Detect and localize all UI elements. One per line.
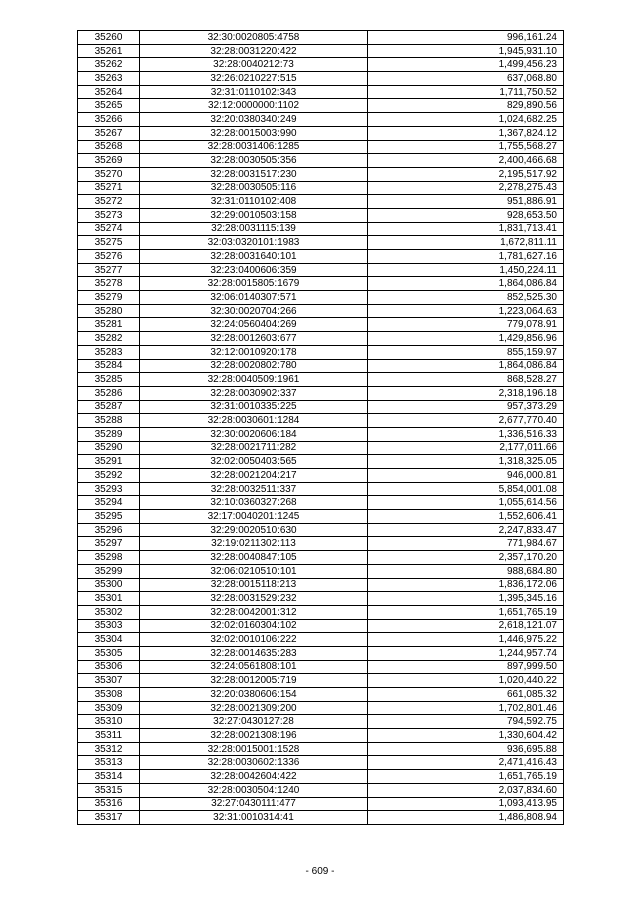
amount-cell: 1,781,627.16 <box>368 250 564 264</box>
amount-cell: 2,177,011.66 <box>368 441 564 455</box>
table-row <box>78 99 564 113</box>
record-number-cell: 35284 <box>78 359 140 373</box>
record-number-cell: 35266 <box>78 113 140 127</box>
record-number-cell: 35271 <box>78 181 140 195</box>
cadastral-number-cell: 32:20:0380606:154 <box>140 688 368 702</box>
table-row <box>78 811 564 825</box>
amount-cell: 1,020,440.22 <box>368 674 564 688</box>
cadastral-number-cell: 32:06:0210510:101 <box>140 564 368 578</box>
amount-cell: 852,525.30 <box>368 291 564 305</box>
cadastral-number-cell: 32:28:0021711:282 <box>140 441 368 455</box>
amount-cell: 1,864,086.84 <box>368 277 564 291</box>
amount-cell: 1,330,604.42 <box>368 729 564 743</box>
amount-cell: 897,999.50 <box>368 660 564 674</box>
amount-cell: 5,854,001.08 <box>368 482 564 496</box>
amount-cell: 2,471,416.43 <box>368 756 564 770</box>
cadastral-number-cell: 32:31:0110102:408 <box>140 195 368 209</box>
cadastral-number-cell: 32:28:0031115:139 <box>140 222 368 236</box>
cadastral-number-cell: 32:20:0380340:249 <box>140 113 368 127</box>
record-number-cell: 35305 <box>78 646 140 660</box>
cadastral-number-cell: 32:28:0042604:422 <box>140 770 368 784</box>
cadastral-number-cell: 32:28:0015001:1528 <box>140 742 368 756</box>
table-row <box>78 31 564 45</box>
amount-cell: 1,024,682.25 <box>368 113 564 127</box>
table-row <box>78 688 564 702</box>
amount-cell: 936,695.88 <box>368 742 564 756</box>
record-number-cell: 35280 <box>78 304 140 318</box>
amount-cell: 2,278,275.43 <box>368 181 564 195</box>
cadastral-number-cell: 32:28:0031517:230 <box>140 167 368 181</box>
table-row <box>78 386 564 400</box>
record-number-cell: 35303 <box>78 619 140 633</box>
cadastral-number-cell: 32:28:0032511:337 <box>140 482 368 496</box>
page-number: - 609 - <box>305 866 335 877</box>
cadastral-number-cell: 32:28:0030902:337 <box>140 386 368 400</box>
cadastral-number-cell: 32:24:0561808:101 <box>140 660 368 674</box>
amount-cell: 1,223,064.63 <box>368 304 564 318</box>
record-number-cell: 35298 <box>78 551 140 565</box>
amount-cell: 661,085.32 <box>368 688 564 702</box>
amount-cell: 1,864,086.84 <box>368 359 564 373</box>
amount-cell: 1,651,765.19 <box>368 770 564 784</box>
record-number-cell: 35297 <box>78 537 140 551</box>
record-number-cell: 35279 <box>78 291 140 305</box>
cadastral-number-cell: 32:28:0020802:780 <box>140 359 368 373</box>
table-row <box>78 619 564 633</box>
table-row <box>78 564 564 578</box>
record-number-cell: 35292 <box>78 469 140 483</box>
amount-cell: 946,000.81 <box>368 469 564 483</box>
amount-cell: 1,711,750.52 <box>368 85 564 99</box>
table-row <box>78 633 564 647</box>
cadastral-number-cell: 32:28:0040847:105 <box>140 551 368 565</box>
record-number-cell: 35308 <box>78 688 140 702</box>
table-row <box>78 742 564 756</box>
table-row <box>78 592 564 606</box>
amount-cell: 637,068.80 <box>368 72 564 86</box>
record-number-cell: 35262 <box>78 58 140 72</box>
record-number-cell: 35296 <box>78 523 140 537</box>
table-row <box>78 729 564 743</box>
amount-cell: 779,078.91 <box>368 318 564 332</box>
record-number-cell: 35300 <box>78 578 140 592</box>
record-number-cell: 35310 <box>78 715 140 729</box>
record-number-cell: 35277 <box>78 263 140 277</box>
table-row <box>78 770 564 784</box>
table-row <box>78 181 564 195</box>
amount-cell: 1,446,975.22 <box>368 633 564 647</box>
cadastral-number-cell: 32:31:0010314:41 <box>140 811 368 825</box>
table-row <box>78 250 564 264</box>
table-row <box>78 208 564 222</box>
table-row <box>78 469 564 483</box>
parcel-table-body <box>78 31 564 825</box>
record-number-cell: 35278 <box>78 277 140 291</box>
cadastral-number-cell: 32:12:0010920:178 <box>140 345 368 359</box>
amount-cell: 2,318,196.18 <box>368 386 564 400</box>
table-row <box>78 400 564 414</box>
table-row <box>78 236 564 250</box>
record-number-cell: 35309 <box>78 701 140 715</box>
amount-cell: 1,945,931.10 <box>368 44 564 58</box>
cadastral-number-cell: 32:31:0110102:343 <box>140 85 368 99</box>
cadastral-number-cell: 32:28:0014635:283 <box>140 646 368 660</box>
record-number-cell: 35288 <box>78 414 140 428</box>
record-number-cell: 35314 <box>78 770 140 784</box>
record-number-cell: 35313 <box>78 756 140 770</box>
cadastral-number-cell: 32:02:0050403:565 <box>140 455 368 469</box>
record-number-cell: 35273 <box>78 208 140 222</box>
amount-cell: 996,161.24 <box>368 31 564 45</box>
table-row <box>78 222 564 236</box>
record-number-cell: 35270 <box>78 167 140 181</box>
record-number-cell: 35301 <box>78 592 140 606</box>
table-row <box>78 277 564 291</box>
record-number-cell: 35261 <box>78 44 140 58</box>
cadastral-number-cell: 32:26:0210227:515 <box>140 72 368 86</box>
table-row <box>78 455 564 469</box>
table-row <box>78 167 564 181</box>
record-number-cell: 35315 <box>78 783 140 797</box>
record-number-cell: 35276 <box>78 250 140 264</box>
cadastral-number-cell: 32:28:0030505:356 <box>140 154 368 168</box>
record-number-cell: 35272 <box>78 195 140 209</box>
table-row <box>78 496 564 510</box>
cadastral-number-cell: 32:27:0430127:28 <box>140 715 368 729</box>
record-number-cell: 35264 <box>78 85 140 99</box>
record-number-cell: 35312 <box>78 742 140 756</box>
table-row <box>78 482 564 496</box>
table-row <box>78 537 564 551</box>
record-number-cell: 35265 <box>78 99 140 113</box>
amount-cell: 1,429,856.96 <box>368 332 564 346</box>
table-row <box>78 756 564 770</box>
cadastral-number-cell: 32:29:0020510:630 <box>140 523 368 537</box>
record-number-cell: 35285 <box>78 373 140 387</box>
cadastral-number-cell: 32:30:0020606:184 <box>140 427 368 441</box>
cadastral-number-cell: 32:02:0160304:102 <box>140 619 368 633</box>
amount-cell: 2,618,121.07 <box>368 619 564 633</box>
cadastral-number-cell: 32:28:0042001:312 <box>140 605 368 619</box>
record-number-cell: 35291 <box>78 455 140 469</box>
amount-cell: 1,836,172.06 <box>368 578 564 592</box>
amount-cell: 1,336,516.33 <box>368 427 564 441</box>
amount-cell: 2,195,517.92 <box>368 167 564 181</box>
table-row <box>78 523 564 537</box>
record-number-cell: 35304 <box>78 633 140 647</box>
cadastral-number-cell: 32:17:0040201:1245 <box>140 510 368 524</box>
amount-cell: 1,651,765.19 <box>368 605 564 619</box>
amount-cell: 855,159.97 <box>368 345 564 359</box>
table-row <box>78 797 564 811</box>
amount-cell: 1,055,614.56 <box>368 496 564 510</box>
record-number-cell: 35294 <box>78 496 140 510</box>
amount-cell: 957,373.29 <box>368 400 564 414</box>
cadastral-number-cell: 32:28:0021204:217 <box>140 469 368 483</box>
amount-cell: 1,486,808.94 <box>368 811 564 825</box>
record-number-cell: 35287 <box>78 400 140 414</box>
table-row <box>78 58 564 72</box>
cadastral-number-cell: 32:30:0020704:266 <box>140 304 368 318</box>
table-row <box>78 715 564 729</box>
table-row <box>78 113 564 127</box>
table-row <box>78 318 564 332</box>
cadastral-number-cell: 32:28:0021308:196 <box>140 729 368 743</box>
cadastral-number-cell: 32:28:0031406:1285 <box>140 140 368 154</box>
cadastral-number-cell: 32:28:0030504:1240 <box>140 783 368 797</box>
cadastral-number-cell: 32:24:0560404:269 <box>140 318 368 332</box>
amount-cell: 1,244,957.74 <box>368 646 564 660</box>
record-number-cell: 35260 <box>78 31 140 45</box>
record-number-cell: 35283 <box>78 345 140 359</box>
cadastral-number-cell: 32:10:0360327:268 <box>140 496 368 510</box>
table-row <box>78 140 564 154</box>
amount-cell: 1,831,713.41 <box>368 222 564 236</box>
record-number-cell: 35274 <box>78 222 140 236</box>
cadastral-number-cell: 32:29:0010503:158 <box>140 208 368 222</box>
record-number-cell: 35302 <box>78 605 140 619</box>
amount-cell: 1,395,345.16 <box>368 592 564 606</box>
cadastral-number-cell: 32:28:0031529:232 <box>140 592 368 606</box>
record-number-cell: 35311 <box>78 729 140 743</box>
amount-cell: 1,755,568.27 <box>368 140 564 154</box>
amount-cell: 794,592.75 <box>368 715 564 729</box>
amount-cell: 829,890.56 <box>368 99 564 113</box>
amount-cell: 1,499,456.23 <box>368 58 564 72</box>
table-row <box>78 551 564 565</box>
amount-cell: 1,367,824.12 <box>368 126 564 140</box>
record-number-cell: 35267 <box>78 126 140 140</box>
cadastral-number-cell: 32:12:0000000:1102 <box>140 99 368 113</box>
cadastral-number-cell: 32:19:0211302:113 <box>140 537 368 551</box>
amount-cell: 2,037,834.60 <box>368 783 564 797</box>
cadastral-number-cell: 32:28:0030505:116 <box>140 181 368 195</box>
cadastral-number-cell: 32:28:0015118:213 <box>140 578 368 592</box>
record-number-cell: 35281 <box>78 318 140 332</box>
cadastral-number-cell: 32:28:0031640:101 <box>140 250 368 264</box>
record-number-cell: 35317 <box>78 811 140 825</box>
table-row <box>78 85 564 99</box>
cadastral-number-cell: 32:28:0015003:990 <box>140 126 368 140</box>
table-row <box>78 332 564 346</box>
table-row <box>78 304 564 318</box>
amount-cell: 1,093,413.95 <box>368 797 564 811</box>
table-row <box>78 345 564 359</box>
table-row <box>78 510 564 524</box>
table-row <box>78 414 564 428</box>
table-row <box>78 126 564 140</box>
table-row <box>78 291 564 305</box>
cadastral-number-cell: 32:28:0012603:677 <box>140 332 368 346</box>
table-row <box>78 359 564 373</box>
cadastral-number-cell: 32:28:0040509:1961 <box>140 373 368 387</box>
cadastral-number-cell: 32:28:0031220:422 <box>140 44 368 58</box>
amount-cell: 868,528.27 <box>368 373 564 387</box>
record-number-cell: 35295 <box>78 510 140 524</box>
record-number-cell: 35293 <box>78 482 140 496</box>
table-row <box>78 441 564 455</box>
amount-cell: 771,984.67 <box>368 537 564 551</box>
table-row <box>78 263 564 277</box>
record-number-cell: 35263 <box>78 72 140 86</box>
record-number-cell: 35299 <box>78 564 140 578</box>
parcel-table <box>77 30 564 825</box>
table-row <box>78 783 564 797</box>
table-row <box>78 427 564 441</box>
cadastral-number-cell: 32:31:0010335:225 <box>140 400 368 414</box>
cadastral-number-cell: 32:02:0010106:222 <box>140 633 368 647</box>
cadastral-number-cell: 32:28:0030601:1284 <box>140 414 368 428</box>
amount-cell: 1,318,325.05 <box>368 455 564 469</box>
table-row <box>78 72 564 86</box>
cadastral-number-cell: 32:28:0012005:719 <box>140 674 368 688</box>
record-number-cell: 35290 <box>78 441 140 455</box>
amount-cell: 951,886.91 <box>368 195 564 209</box>
amount-cell: 928,653.50 <box>368 208 564 222</box>
record-number-cell: 35282 <box>78 332 140 346</box>
cadastral-number-cell: 32:28:0021309:200 <box>140 701 368 715</box>
record-number-cell: 35275 <box>78 236 140 250</box>
table-row <box>78 578 564 592</box>
amount-cell: 2,677,770.40 <box>368 414 564 428</box>
table-row <box>78 646 564 660</box>
amount-cell: 1,552,606.41 <box>368 510 564 524</box>
table-row <box>78 605 564 619</box>
record-number-cell: 35286 <box>78 386 140 400</box>
table-row <box>78 373 564 387</box>
record-number-cell: 35289 <box>78 427 140 441</box>
table-row <box>78 154 564 168</box>
cadastral-number-cell: 32:28:0030602:1336 <box>140 756 368 770</box>
amount-cell: 1,702,801.46 <box>368 701 564 715</box>
amount-cell: 1,672,811.11 <box>368 236 564 250</box>
cadastral-number-cell: 32:03:0320101:1983 <box>140 236 368 250</box>
record-number-cell: 35268 <box>78 140 140 154</box>
table-row <box>78 660 564 674</box>
cadastral-number-cell: 32:30:0020805:4758 <box>140 31 368 45</box>
table-row <box>78 701 564 715</box>
record-number-cell: 35316 <box>78 797 140 811</box>
cadastral-number-cell: 32:06:0140307:571 <box>140 291 368 305</box>
table-row <box>78 195 564 209</box>
record-number-cell: 35307 <box>78 674 140 688</box>
table-row <box>78 674 564 688</box>
amount-cell: 2,357,170.20 <box>368 551 564 565</box>
amount-cell: 2,247,833.47 <box>368 523 564 537</box>
cadastral-number-cell: 32:28:0015805:1679 <box>140 277 368 291</box>
table-row <box>78 44 564 58</box>
cadastral-number-cell: 32:28:0040212:73 <box>140 58 368 72</box>
cadastral-number-cell: 32:27:0430111:477 <box>140 797 368 811</box>
record-number-cell: 35306 <box>78 660 140 674</box>
amount-cell: 1,450,224.11 <box>368 263 564 277</box>
amount-cell: 2,400,466.68 <box>368 154 564 168</box>
cadastral-number-cell: 32:23:0400606:359 <box>140 263 368 277</box>
amount-cell: 988,684.80 <box>368 564 564 578</box>
record-number-cell: 35269 <box>78 154 140 168</box>
